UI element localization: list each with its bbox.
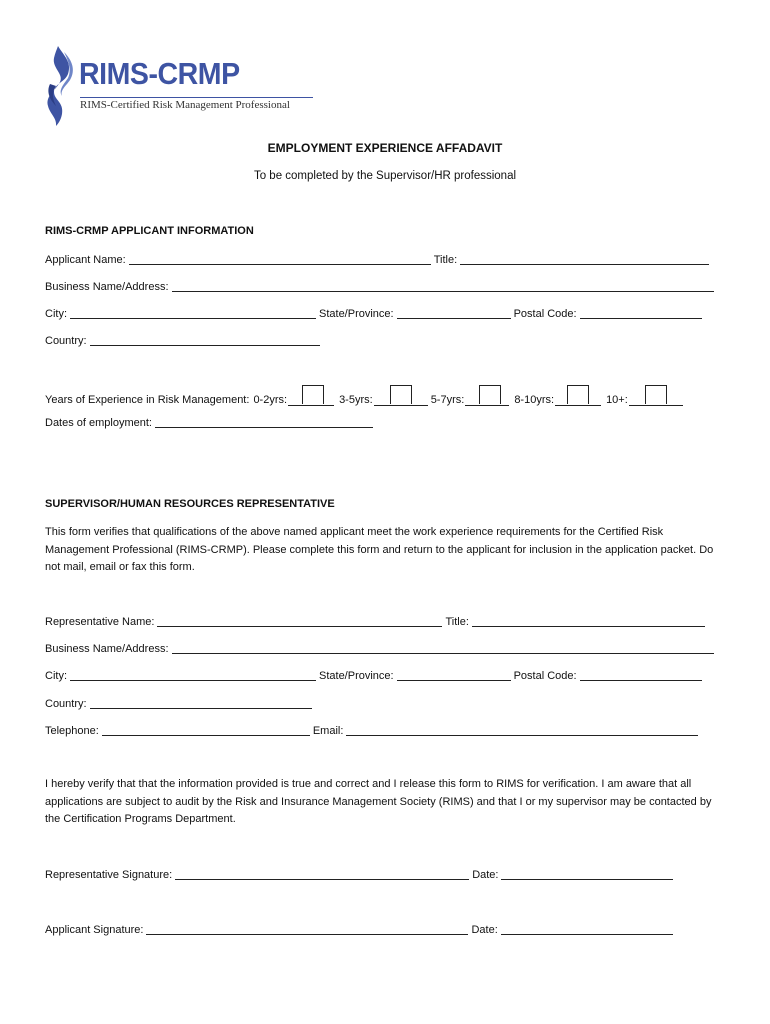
form-title: EMPLOYMENT EXPERIENCE AFFADAVIT: [267, 141, 503, 155]
applicant-signature-field[interactable]: [146, 922, 468, 935]
applicant-state-field[interactable]: [397, 306, 511, 319]
years-8-10-checkbox[interactable]: [567, 385, 589, 404]
applicant-signature-label: Applicant Signature:: [45, 924, 144, 936]
years-5-7-label: 5-7yrs:: [430, 394, 465, 406]
rep-title-field[interactable]: [472, 614, 705, 627]
rep-signature-field[interactable]: [175, 867, 469, 880]
rep-city-label: City:: [45, 670, 67, 682]
supervisor-section-heading: SUPERVISOR/HUMAN RESOURCES REPRESENTATIVE: [45, 498, 335, 510]
logo-tagline: RIMS-Certified Risk Management Professional: [80, 99, 290, 111]
rep-phone-row: [45, 721, 720, 737]
applicant-signature-row: [45, 920, 720, 936]
rep-date-label: Date:: [472, 869, 499, 881]
years-10-plus-label: 10+:: [606, 394, 628, 406]
years-experience-row: [45, 376, 684, 406]
supervisor-intro-text: This form verifies that qualifications of the above named applicant meet the work experience requirements for the Certified Risk Management Professional (RIMS-CRMP). Please complete this form and return to the applicant for inclusion in the application packet. Do not mail, email or fax this form.: [45, 526, 714, 573]
applicant-date-field[interactable]: [501, 922, 673, 935]
applicant-city-field[interactable]: [70, 306, 316, 319]
years-experience-label: Years of Experience in Risk Management:: [45, 394, 250, 406]
years-5-7-checkbox[interactable]: [479, 385, 501, 404]
rims-crmp-logo: [42, 44, 302, 128]
applicant-name-field[interactable]: [129, 252, 431, 265]
rep-phone-label: Telephone:: [45, 725, 99, 737]
applicant-name-row: [45, 250, 720, 266]
rep-email-field[interactable]: [346, 723, 698, 736]
rep-state-label: State/Province:: [319, 670, 394, 682]
rep-name-field[interactable]: [157, 614, 442, 627]
rep-country-label: Country:: [45, 698, 87, 710]
applicant-title-field[interactable]: [460, 252, 709, 265]
applicant-business-field[interactable]: [172, 279, 714, 292]
rep-postal-field[interactable]: [580, 668, 702, 681]
verification-text: I hereby verify that that the information provided is true and correct and I release this form to RIMS for verification. I am aware that all applications are subject to audit by the Risk and Insurance Management Society (RIMS) and that I or my supervisor may be contacted by the Certification Programs Department.: [45, 778, 712, 825]
rep-city-row: [45, 666, 720, 682]
applicant-postal-label: Postal Code:: [513, 308, 577, 320]
rep-state-field[interactable]: [397, 668, 511, 681]
logo-wordmark: RIMS-CRMP: [79, 56, 240, 91]
rep-title-label: Title:: [445, 616, 469, 628]
logo-divider: [80, 97, 313, 98]
rep-city-field[interactable]: [70, 668, 316, 681]
rims-flame-icon: [42, 44, 78, 128]
applicant-country-row: [45, 331, 720, 347]
rep-name-row: [45, 612, 720, 628]
years-3-5-label: 3-5yrs:: [339, 394, 373, 406]
applicant-state-label: State/Province:: [319, 308, 394, 320]
years-0-2-label: 0-2yrs:: [253, 394, 288, 406]
applicant-city-label: City:: [45, 308, 67, 320]
rep-signature-row: [45, 865, 720, 881]
rep-business-field[interactable]: [172, 641, 714, 654]
applicant-section-heading: RIMS-CRMP APPLICANT INFORMATION: [45, 225, 254, 237]
rep-business-row: [45, 639, 720, 655]
rep-phone-field[interactable]: [102, 723, 310, 736]
years-3-5-checkbox[interactable]: [390, 385, 412, 404]
rep-signature-label: Representative Signature:: [45, 869, 173, 881]
dates-employment-row: [45, 413, 720, 429]
applicant-country-label: Country:: [45, 335, 87, 347]
applicant-city-row: [45, 304, 720, 320]
applicant-title-label: Title:: [433, 254, 458, 266]
rep-email-label: Email:: [312, 725, 344, 737]
applicant-date-label: Date:: [471, 924, 498, 936]
applicant-postal-field[interactable]: [580, 306, 702, 319]
years-8-10-label: 8-10yrs:: [514, 394, 555, 406]
rep-postal-label: Postal Code:: [513, 670, 577, 682]
dates-employment-field[interactable]: [155, 415, 373, 428]
rep-country-field[interactable]: [90, 696, 312, 709]
rep-country-row: [45, 694, 720, 710]
years-0-2-checkbox[interactable]: [302, 385, 324, 404]
rep-business-label: Business Name/Address:: [45, 643, 169, 655]
rep-date-field[interactable]: [501, 867, 673, 880]
form-subtitle: To be completed by the Supervisor/HR professional: [253, 170, 517, 182]
applicant-country-field[interactable]: [90, 333, 320, 346]
applicant-business-row: [45, 277, 720, 293]
dates-employment-label: Dates of employment:: [45, 417, 152, 429]
applicant-business-label: Business Name/Address:: [45, 281, 169, 293]
applicant-name-label: Applicant Name:: [45, 254, 126, 266]
rep-name-label: Representative Name:: [45, 616, 155, 628]
years-10-plus-checkbox[interactable]: [645, 385, 667, 404]
